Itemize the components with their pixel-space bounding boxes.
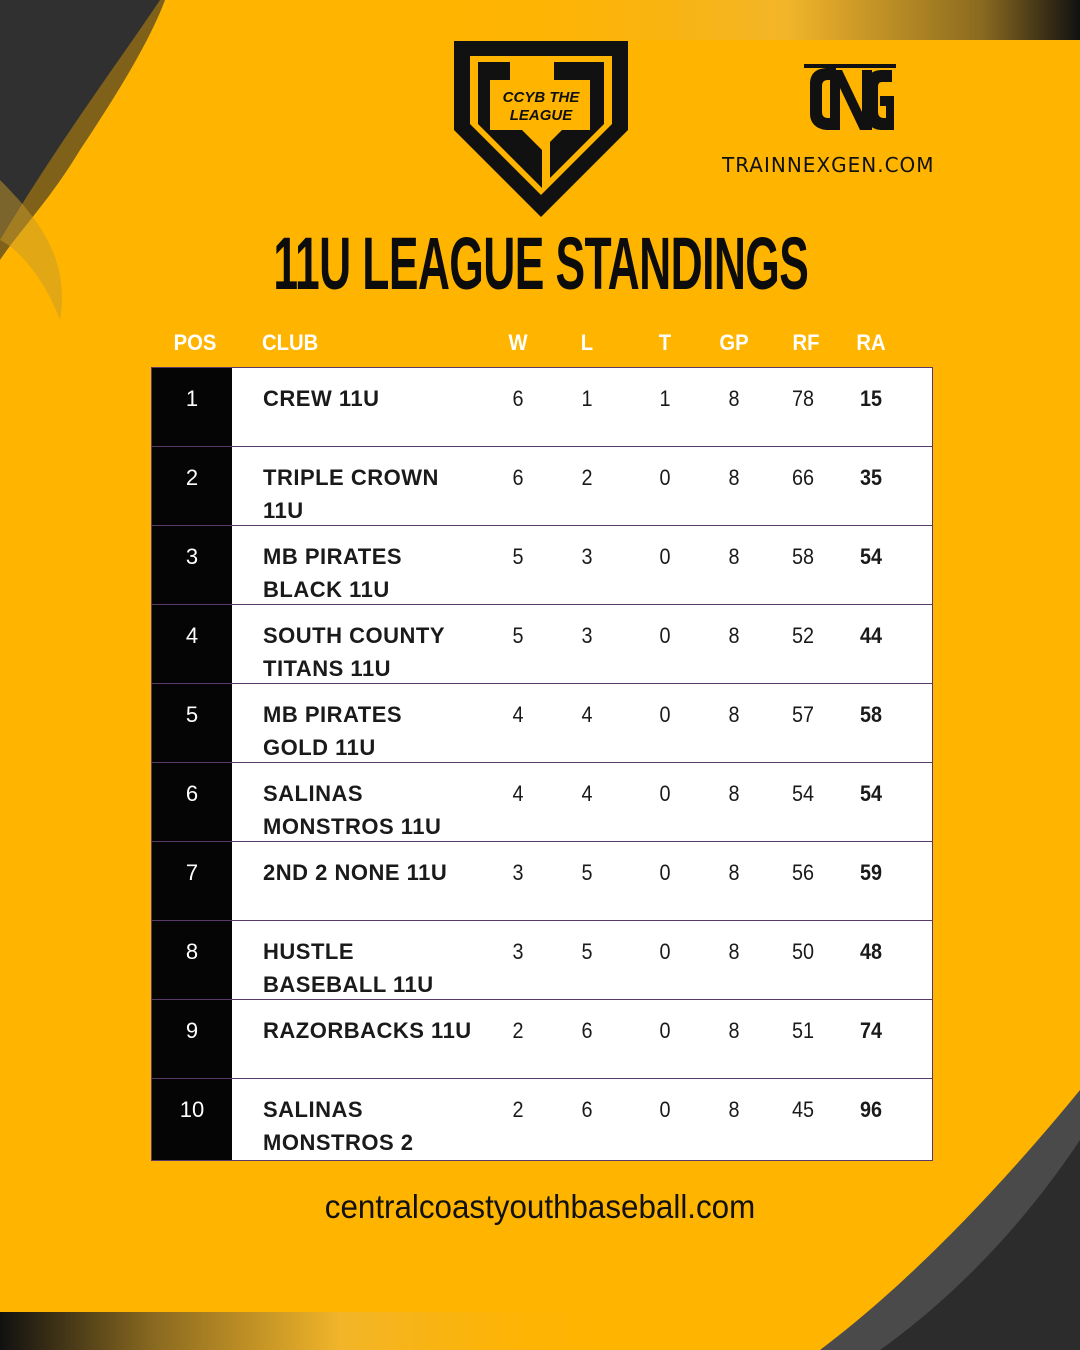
t-cell: 0 [659, 465, 671, 490]
col-header-t: T [658, 330, 672, 355]
rf-cell: 52 [791, 623, 815, 648]
pos-cell: 1 [152, 368, 232, 446]
col-header-club: CLUB [262, 330, 319, 355]
w-cell: 4 [512, 702, 524, 727]
l-cell: 2 [581, 465, 593, 490]
gp-cell: 8 [728, 386, 740, 411]
l-cell: 6 [581, 1097, 593, 1122]
w-cell: 5 [512, 544, 524, 569]
t-cell: 0 [659, 781, 671, 806]
ra-cell: 15 [859, 386, 883, 411]
l-cell: 5 [581, 939, 593, 964]
club-cell: SOUTH COUNTY TITANS 11U [263, 623, 445, 681]
col-header-pos: POS [173, 330, 217, 355]
w-cell: 5 [512, 623, 524, 648]
rf-cell: 78 [791, 386, 815, 411]
gp-cell: 8 [728, 1097, 740, 1122]
gp-cell: 8 [728, 623, 740, 648]
table-row [152, 368, 932, 447]
ra-cell: 44 [859, 623, 883, 648]
w-cell: 4 [512, 781, 524, 806]
ra-cell: 48 [859, 939, 883, 964]
table-header [0, 330, 1080, 360]
l-cell: 1 [581, 386, 593, 411]
gp-cell: 8 [728, 860, 740, 885]
club-cell: SALINAS MONSTROS 2 [263, 1097, 414, 1155]
t-cell: 1 [659, 386, 671, 411]
club-cell: MB PIRATES BLACK 11U [263, 544, 403, 602]
standings-table [151, 367, 933, 1161]
ra-cell: 74 [859, 1018, 883, 1043]
sponsor-logo [800, 62, 900, 137]
w-cell: 3 [512, 939, 524, 964]
gp-cell: 8 [728, 1018, 740, 1043]
table-row [152, 763, 932, 842]
w-cell: 3 [512, 860, 524, 885]
pos-cell: 2 [152, 447, 232, 525]
col-header-gp: GP [719, 330, 749, 355]
table-row [152, 1000, 932, 1079]
club-cell: CREW 11U [263, 386, 380, 411]
rf-cell: 57 [791, 702, 815, 727]
l-cell: 4 [581, 702, 593, 727]
ra-cell: 58 [859, 702, 883, 727]
rf-cell: 56 [791, 860, 815, 885]
pos-cell: 6 [152, 763, 232, 841]
pos-cell: 9 [152, 1000, 232, 1078]
t-cell: 0 [659, 544, 671, 569]
table-row [152, 921, 932, 1000]
l-cell: 3 [581, 623, 593, 648]
page-title: 11U LEAGUE STANDINGS [273, 222, 809, 305]
rf-cell: 50 [791, 939, 815, 964]
ra-cell: 35 [859, 465, 883, 490]
l-cell: 5 [581, 860, 593, 885]
league-logo [450, 38, 632, 220]
table-row [152, 842, 932, 921]
gp-cell: 8 [728, 781, 740, 806]
pos-cell: 5 [152, 684, 232, 762]
t-cell: 0 [659, 1097, 671, 1122]
rf-cell: 45 [791, 1097, 815, 1122]
w-cell: 6 [512, 465, 524, 490]
col-header-w: W [508, 330, 528, 355]
table-row [152, 447, 932, 526]
gp-cell: 8 [728, 544, 740, 569]
col-header-ra: RA [856, 330, 886, 355]
l-cell: 3 [581, 544, 593, 569]
club-cell: RAZORBACKS 11U [263, 1018, 472, 1043]
t-cell: 0 [659, 939, 671, 964]
gp-cell: 8 [728, 465, 740, 490]
league-logo-text-2: LEAGUE [509, 107, 573, 124]
table-row [152, 526, 932, 605]
ra-cell: 59 [859, 860, 883, 885]
club-cell: SALINAS MONSTROS 11U [263, 781, 442, 839]
footer-site-link[interactable]: centralcoastyouthbaseball.com [324, 1188, 756, 1225]
t-cell: 0 [659, 702, 671, 727]
table-row [152, 684, 932, 763]
pos-cell: 4 [152, 605, 232, 683]
gp-cell: 8 [728, 702, 740, 727]
w-cell: 2 [512, 1097, 524, 1122]
sponsor-site-text[interactable]: TRAINNEXGEN.COM [722, 153, 935, 177]
rf-cell: 58 [791, 544, 815, 569]
ra-cell: 54 [859, 544, 883, 569]
table-row [152, 605, 932, 684]
club-cell: HUSTLE BASEBALL 11U [263, 939, 434, 997]
pos-cell: 7 [152, 842, 232, 920]
ra-cell: 54 [859, 781, 883, 806]
l-cell: 6 [581, 1018, 593, 1043]
pos-cell: 8 [152, 921, 232, 999]
table-row [152, 1079, 932, 1160]
ra-cell: 96 [859, 1097, 883, 1122]
t-cell: 0 [659, 1018, 671, 1043]
pos-cell: 10 [152, 1079, 232, 1160]
gp-cell: 8 [728, 939, 740, 964]
w-cell: 2 [512, 1018, 524, 1043]
t-cell: 0 [659, 623, 671, 648]
club-cell: 2ND 2 NONE 11U [263, 860, 448, 885]
col-header-l: L [580, 330, 594, 355]
pos-cell: 3 [152, 526, 232, 604]
club-cell: MB PIRATES GOLD 11U [263, 702, 403, 760]
rf-cell: 51 [791, 1018, 815, 1043]
rf-cell: 66 [791, 465, 815, 490]
league-logo-text-1: CCYB THE [502, 89, 580, 106]
l-cell: 4 [581, 781, 593, 806]
t-cell: 0 [659, 860, 671, 885]
w-cell: 6 [512, 386, 524, 411]
col-header-rf: RF [792, 330, 820, 355]
club-cell: TRIPLE CROWN 11U [263, 465, 439, 523]
rf-cell: 54 [791, 781, 815, 806]
